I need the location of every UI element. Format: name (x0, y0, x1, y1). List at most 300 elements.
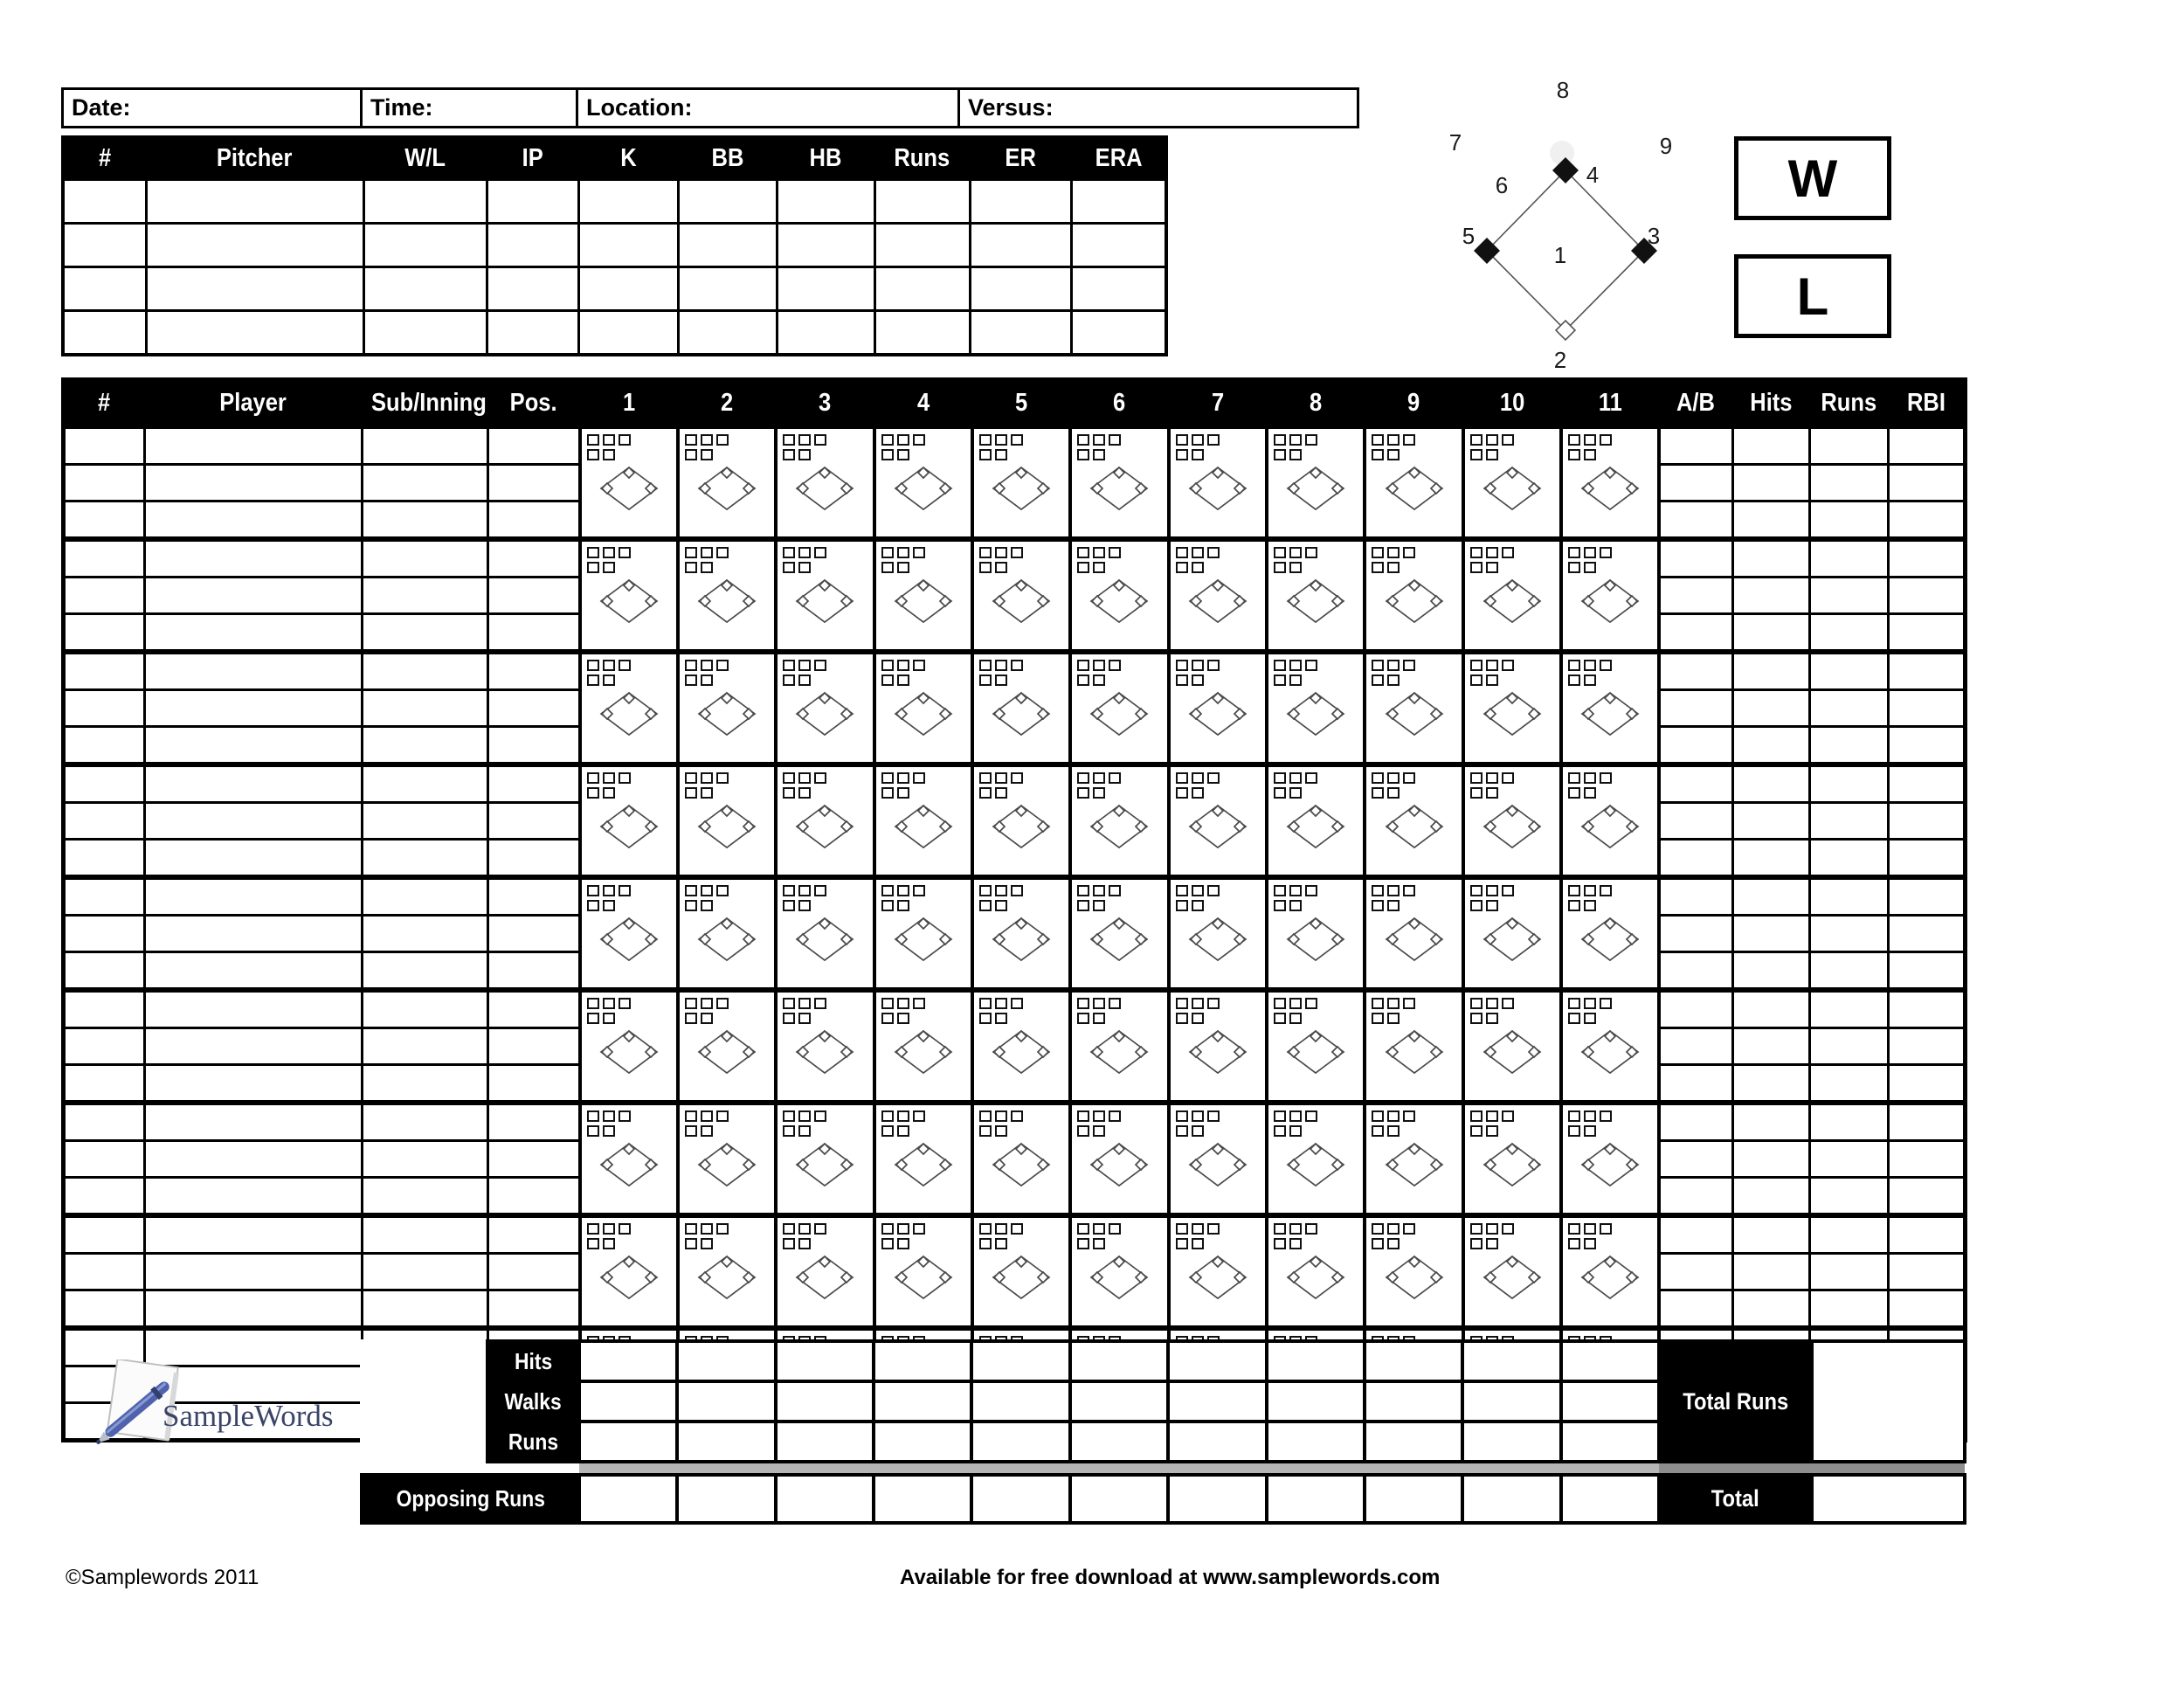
runs-cell[interactable] (1809, 877, 1888, 916)
pitch-box[interactable] (1584, 900, 1596, 911)
hits-cell[interactable] (1732, 1065, 1809, 1103)
pitch-box[interactable] (1207, 1110, 1220, 1122)
pitcher-runs-cell[interactable] (874, 180, 970, 224)
pitch-box[interactable] (1289, 660, 1302, 671)
pitch-box[interactable] (1274, 787, 1286, 799)
pitch-box[interactable] (1486, 900, 1498, 911)
rbi-cell[interactable] (1888, 426, 1965, 465)
position-cell[interactable] (488, 1254, 580, 1290)
pitcher-number-cell[interactable] (63, 180, 146, 224)
pitch-box[interactable] (881, 1013, 894, 1024)
pitch-box[interactable] (685, 772, 697, 784)
rbi-cell[interactable] (1888, 465, 1965, 502)
pitch-box[interactable] (603, 1238, 615, 1249)
player-number-cell[interactable] (64, 727, 145, 765)
rbi-cell[interactable] (1888, 1215, 1965, 1254)
total-value-cell[interactable] (1812, 1475, 1965, 1523)
inning-4-cell[interactable] (874, 764, 972, 877)
pitch-box[interactable] (1207, 1223, 1220, 1235)
opposing-runs-inning-7-cell[interactable] (1168, 1475, 1266, 1523)
inning-4-cell[interactable] (874, 426, 972, 539)
pitch-box[interactable] (1289, 787, 1302, 799)
pitch-box[interactable] (1207, 998, 1220, 1009)
inning-10-cell[interactable] (1463, 764, 1561, 877)
position-cell[interactable] (488, 539, 580, 578)
inning-10-cell[interactable] (1463, 1103, 1561, 1215)
pitch-box[interactable] (1387, 787, 1400, 799)
runs-cell[interactable] (1809, 1103, 1888, 1141)
pitch-box[interactable] (881, 1223, 894, 1235)
sub-inning-cell[interactable] (363, 578, 488, 614)
pitch-box[interactable] (897, 449, 909, 460)
hits-cell[interactable] (1732, 727, 1809, 765)
player-number-cell[interactable] (64, 877, 145, 916)
at-bat-cell[interactable] (1659, 990, 1732, 1028)
pitch-box[interactable] (783, 787, 795, 799)
pitch-box[interactable] (1093, 1110, 1105, 1122)
rbi-cell[interactable] (1888, 502, 1965, 540)
pitch-box[interactable] (995, 1110, 1007, 1122)
pitch-box[interactable] (1403, 434, 1415, 446)
summary-walks-inning-6-cell[interactable] (1070, 1381, 1168, 1422)
pitch-box[interactable] (685, 547, 697, 558)
hits-cell[interactable] (1732, 1178, 1809, 1216)
pitch-box[interactable] (685, 660, 697, 671)
pitch-box[interactable] (1109, 1223, 1121, 1235)
pitcher-number-cell[interactable] (63, 267, 146, 311)
pitch-box[interactable] (1192, 1223, 1204, 1235)
inning-11-cell[interactable] (1561, 652, 1659, 764)
position-cell[interactable] (488, 1290, 580, 1329)
pitch-box[interactable] (1584, 1110, 1596, 1122)
pitch-box[interactable] (798, 660, 811, 671)
pitch-box[interactable] (1568, 900, 1580, 911)
pitch-box[interactable] (1176, 885, 1188, 896)
pitch-box[interactable] (603, 434, 615, 446)
inning-1-cell[interactable] (580, 764, 678, 877)
pitch-box[interactable] (1470, 562, 1482, 573)
pitch-box[interactable] (1502, 660, 1514, 671)
player-number-cell[interactable] (64, 1290, 145, 1329)
pitch-box[interactable] (587, 772, 599, 784)
pitch-box[interactable] (814, 660, 826, 671)
pitch-box[interactable] (1372, 562, 1384, 573)
inning-8-cell[interactable] (1267, 764, 1365, 877)
runs-cell[interactable] (1809, 916, 1888, 952)
hits-cell[interactable] (1732, 1103, 1809, 1141)
pitch-box[interactable] (1192, 1110, 1204, 1122)
rbi-cell[interactable] (1888, 764, 1965, 803)
pitch-box[interactable] (995, 434, 1007, 446)
pitch-box[interactable] (1289, 547, 1302, 558)
pitch-box[interactable] (685, 998, 697, 1009)
summary-runs-inning-7-cell[interactable] (1168, 1422, 1266, 1462)
pitch-box[interactable] (979, 660, 992, 671)
rbi-cell[interactable] (1888, 952, 1965, 991)
pitch-box[interactable] (783, 900, 795, 911)
pitch-box[interactable] (1403, 660, 1415, 671)
pitcher-name-cell[interactable] (146, 311, 363, 356)
summary-runs-inning-6-cell[interactable] (1070, 1422, 1168, 1462)
runs-cell[interactable] (1809, 1290, 1888, 1329)
pitcher-hb-cell[interactable] (777, 267, 874, 311)
pitch-box[interactable] (1077, 1125, 1089, 1137)
rbi-cell[interactable] (1888, 652, 1965, 690)
pitch-box[interactable] (603, 562, 615, 573)
win-box[interactable] (1734, 136, 1891, 220)
pitch-box[interactable] (1093, 449, 1105, 460)
pitch-box[interactable] (783, 660, 795, 671)
inning-5-cell[interactable] (972, 764, 1070, 877)
player-name-cell[interactable] (145, 1178, 363, 1216)
inning-6-cell[interactable] (1070, 1215, 1168, 1328)
pitch-box[interactable] (1305, 998, 1317, 1009)
pitch-box[interactable] (1289, 885, 1302, 896)
pitch-box[interactable] (1584, 675, 1596, 686)
pitch-box[interactable] (1274, 1223, 1286, 1235)
player-name-cell[interactable] (145, 578, 363, 614)
pitch-box[interactable] (1077, 1238, 1089, 1249)
pitch-box[interactable] (1584, 885, 1596, 896)
player-number-cell[interactable] (64, 1028, 145, 1065)
rbi-cell[interactable] (1888, 803, 1965, 840)
pitcher-ip-cell[interactable] (487, 180, 578, 224)
pitch-box[interactable] (1176, 1013, 1188, 1024)
pitch-box[interactable] (1274, 547, 1286, 558)
pitch-box[interactable] (881, 675, 894, 686)
pitch-box[interactable] (1486, 787, 1498, 799)
pitch-box[interactable] (1093, 1013, 1105, 1024)
pitch-box[interactable] (1600, 1110, 1612, 1122)
game-info-location-field[interactable] (576, 87, 960, 128)
pitch-box[interactable] (701, 1223, 713, 1235)
pitch-box[interactable] (1584, 1238, 1596, 1249)
pitch-box[interactable] (783, 1223, 795, 1235)
pitch-box[interactable] (1470, 787, 1482, 799)
game-info-date-field[interactable] (61, 87, 363, 128)
pitch-box[interactable] (1289, 562, 1302, 573)
pitch-box[interactable] (1486, 675, 1498, 686)
pitch-box[interactable] (1077, 434, 1089, 446)
pitch-box[interactable] (1387, 900, 1400, 911)
sub-inning-cell[interactable] (363, 952, 488, 991)
pitch-box[interactable] (783, 998, 795, 1009)
rbi-cell[interactable] (1888, 840, 1965, 878)
pitch-box[interactable] (897, 1125, 909, 1137)
pitch-box[interactable] (783, 675, 795, 686)
pitch-box[interactable] (1568, 675, 1580, 686)
inning-5-cell[interactable] (972, 1103, 1070, 1215)
pitcher-hb-cell[interactable] (777, 180, 874, 224)
pitch-box[interactable] (1109, 547, 1121, 558)
pitcher-era-cell[interactable] (1071, 224, 1166, 267)
pitch-box[interactable] (1077, 900, 1089, 911)
pitch-box[interactable] (1274, 772, 1286, 784)
summary-hits-inning-11-cell[interactable] (1561, 1341, 1659, 1381)
pitch-box[interactable] (897, 547, 909, 558)
pitch-box[interactable] (881, 1110, 894, 1122)
pitch-box[interactable] (979, 1238, 992, 1249)
pitcher-name-cell[interactable] (146, 180, 363, 224)
inning-6-cell[interactable] (1070, 1103, 1168, 1215)
opposing-runs-inning-11-cell[interactable] (1561, 1475, 1659, 1523)
pitch-box[interactable] (1470, 1110, 1482, 1122)
runs-cell[interactable] (1809, 690, 1888, 727)
pitch-box[interactable] (1289, 772, 1302, 784)
pitch-box[interactable] (1486, 660, 1498, 671)
pitch-box[interactable] (1568, 1238, 1580, 1249)
game-info-versus-field[interactable] (957, 87, 1359, 128)
pitch-box[interactable] (1584, 449, 1596, 460)
pitch-box[interactable] (1011, 772, 1023, 784)
hits-cell[interactable] (1732, 578, 1809, 614)
pitch-box[interactable] (1568, 434, 1580, 446)
inning-5-cell[interactable] (972, 1215, 1070, 1328)
pitch-box[interactable] (587, 1223, 599, 1235)
pitcher-era-cell[interactable] (1071, 180, 1166, 224)
pitch-box[interactable] (1192, 675, 1204, 686)
summary-walks-inning-11-cell[interactable] (1561, 1381, 1659, 1422)
sub-inning-cell[interactable] (363, 539, 488, 578)
pitch-box[interactable] (1584, 1013, 1596, 1024)
pitcher-runs-cell[interactable] (874, 267, 970, 311)
summary-hits-inning-6-cell[interactable] (1070, 1341, 1168, 1381)
pitcher-wl-cell[interactable] (363, 311, 487, 356)
inning-5-cell[interactable] (972, 652, 1070, 764)
summary-hits-inning-1-cell[interactable] (579, 1341, 677, 1381)
pitcher-er-cell[interactable] (970, 224, 1071, 267)
player-name-cell[interactable] (145, 952, 363, 991)
pitch-box[interactable] (1077, 675, 1089, 686)
summary-runs-inning-1-cell[interactable] (579, 1422, 677, 1462)
runs-cell[interactable] (1809, 840, 1888, 878)
pitch-box[interactable] (1403, 547, 1415, 558)
at-bat-cell[interactable] (1659, 1028, 1732, 1065)
sub-inning-cell[interactable] (363, 803, 488, 840)
pitcher-bb-cell[interactable] (678, 180, 777, 224)
position-cell[interactable] (488, 1215, 580, 1254)
inning-10-cell[interactable] (1463, 652, 1561, 764)
pitch-box[interactable] (913, 1223, 925, 1235)
position-cell[interactable] (488, 465, 580, 502)
pitch-box[interactable] (587, 885, 599, 896)
pitch-box[interactable] (897, 675, 909, 686)
at-bat-cell[interactable] (1659, 502, 1732, 540)
inning-11-cell[interactable] (1561, 1103, 1659, 1215)
inning-10-cell[interactable] (1463, 990, 1561, 1103)
pitch-box[interactable] (897, 787, 909, 799)
inning-11-cell[interactable] (1561, 877, 1659, 990)
pitch-box[interactable] (995, 772, 1007, 784)
pitch-box[interactable] (798, 547, 811, 558)
pitch-box[interactable] (587, 998, 599, 1009)
player-name-cell[interactable] (145, 1103, 363, 1141)
player-name-cell[interactable] (145, 1028, 363, 1065)
sub-inning-cell[interactable] (363, 502, 488, 540)
pitcher-number-cell[interactable] (63, 224, 146, 267)
pitch-box[interactable] (701, 772, 713, 784)
rbi-cell[interactable] (1888, 1028, 1965, 1065)
pitch-box[interactable] (1093, 1125, 1105, 1137)
inning-1-cell[interactable] (580, 539, 678, 652)
pitch-box[interactable] (1372, 449, 1384, 460)
pitch-box[interactable] (1584, 998, 1596, 1009)
inning-9-cell[interactable] (1365, 990, 1462, 1103)
opposing-runs-inning-1-cell[interactable] (579, 1475, 677, 1523)
pitch-box[interactable] (619, 434, 631, 446)
pitch-box[interactable] (587, 1110, 599, 1122)
player-name-cell[interactable] (145, 1215, 363, 1254)
inning-6-cell[interactable] (1070, 652, 1168, 764)
summary-walks-inning-10-cell[interactable] (1462, 1381, 1560, 1422)
hits-cell[interactable] (1732, 652, 1809, 690)
inning-9-cell[interactable] (1365, 426, 1462, 539)
pitch-box[interactable] (1305, 1110, 1317, 1122)
runs-cell[interactable] (1809, 502, 1888, 540)
pitch-box[interactable] (1568, 547, 1580, 558)
pitch-box[interactable] (1584, 772, 1596, 784)
pitcher-er-cell[interactable] (970, 267, 1071, 311)
pitch-box[interactable] (1109, 772, 1121, 784)
pitch-box[interactable] (1568, 1125, 1580, 1137)
position-cell[interactable] (488, 727, 580, 765)
hits-cell[interactable] (1732, 990, 1809, 1028)
position-cell[interactable] (488, 952, 580, 991)
pitch-box[interactable] (798, 675, 811, 686)
pitch-box[interactable] (1600, 434, 1612, 446)
pitch-box[interactable] (1387, 998, 1400, 1009)
inning-9-cell[interactable] (1365, 877, 1462, 990)
position-cell[interactable] (488, 614, 580, 653)
pitcher-k-cell[interactable] (578, 267, 678, 311)
summary-hits-inning-3-cell[interactable] (776, 1341, 874, 1381)
pitch-box[interactable] (619, 772, 631, 784)
pitch-box[interactable] (1372, 547, 1384, 558)
pitch-box[interactable] (1176, 1223, 1188, 1235)
pitch-box[interactable] (1077, 1013, 1089, 1024)
sub-inning-cell[interactable] (363, 1141, 488, 1178)
pitch-box[interactable] (798, 787, 811, 799)
summary-walks-inning-3-cell[interactable] (776, 1381, 874, 1422)
pitch-box[interactable] (1372, 1238, 1384, 1249)
position-cell[interactable] (488, 877, 580, 916)
player-number-cell[interactable] (64, 1178, 145, 1216)
inning-7-cell[interactable] (1169, 1215, 1267, 1328)
pitch-box[interactable] (783, 1125, 795, 1137)
pitch-box[interactable] (685, 1110, 697, 1122)
pitch-box[interactable] (619, 885, 631, 896)
pitch-box[interactable] (881, 1238, 894, 1249)
pitch-box[interactable] (1077, 1223, 1089, 1235)
inning-6-cell[interactable] (1070, 990, 1168, 1103)
inning-9-cell[interactable] (1365, 1103, 1462, 1215)
pitch-box[interactable] (1192, 1238, 1204, 1249)
pitch-box[interactable] (1077, 562, 1089, 573)
hits-cell[interactable] (1732, 1215, 1809, 1254)
pitch-box[interactable] (1305, 434, 1317, 446)
position-cell[interactable] (488, 1103, 580, 1141)
pitch-box[interactable] (897, 562, 909, 573)
pitch-box[interactable] (979, 772, 992, 784)
pitch-box[interactable] (1470, 885, 1482, 896)
rbi-cell[interactable] (1888, 578, 1965, 614)
opposing-runs-inning-8-cell[interactable] (1267, 1475, 1365, 1523)
pitch-box[interactable] (685, 900, 697, 911)
summary-runs-inning-10-cell[interactable] (1462, 1422, 1560, 1462)
pitch-box[interactable] (1176, 1110, 1188, 1122)
pitch-box[interactable] (716, 885, 729, 896)
sub-inning-cell[interactable] (363, 465, 488, 502)
pitch-box[interactable] (1568, 562, 1580, 573)
player-number-cell[interactable] (64, 502, 145, 540)
inning-4-cell[interactable] (874, 877, 972, 990)
at-bat-cell[interactable] (1659, 1178, 1732, 1216)
pitch-box[interactable] (814, 547, 826, 558)
pitch-box[interactable] (1403, 998, 1415, 1009)
pitch-box[interactable] (1584, 787, 1596, 799)
inning-6-cell[interactable] (1070, 877, 1168, 990)
pitch-box[interactable] (881, 772, 894, 784)
pitch-box[interactable] (1486, 449, 1498, 460)
inning-7-cell[interactable] (1169, 764, 1267, 877)
pitch-box[interactable] (587, 562, 599, 573)
pitch-box[interactable] (1486, 562, 1498, 573)
position-cell[interactable] (488, 1065, 580, 1103)
inning-9-cell[interactable] (1365, 539, 1462, 652)
at-bat-cell[interactable] (1659, 1290, 1732, 1329)
pitch-box[interactable] (783, 547, 795, 558)
pitcher-bb-cell[interactable] (678, 267, 777, 311)
pitch-box[interactable] (701, 562, 713, 573)
pitch-box[interactable] (1077, 1110, 1089, 1122)
player-number-cell[interactable] (64, 916, 145, 952)
inning-3-cell[interactable] (776, 652, 874, 764)
position-cell[interactable] (488, 1141, 580, 1178)
pitch-box[interactable] (1274, 675, 1286, 686)
pitch-box[interactable] (1192, 660, 1204, 671)
runs-cell[interactable] (1809, 1215, 1888, 1254)
opposing-runs-inning-5-cell[interactable] (971, 1475, 1069, 1523)
pitch-box[interactable] (1274, 885, 1286, 896)
pitch-box[interactable] (1584, 562, 1596, 573)
pitch-box[interactable] (1568, 449, 1580, 460)
pitch-box[interactable] (1093, 787, 1105, 799)
inning-10-cell[interactable] (1463, 426, 1561, 539)
pitch-box[interactable] (995, 1013, 1007, 1024)
pitch-box[interactable] (1192, 1125, 1204, 1137)
inning-9-cell[interactable] (1365, 1215, 1462, 1328)
player-number-cell[interactable] (64, 990, 145, 1028)
pitch-box[interactable] (1372, 772, 1384, 784)
at-bat-cell[interactable] (1659, 614, 1732, 653)
inning-1-cell[interactable] (580, 426, 678, 539)
pitch-box[interactable] (1192, 562, 1204, 573)
player-number-cell[interactable] (64, 952, 145, 991)
pitch-box[interactable] (1011, 547, 1023, 558)
opposing-runs-inning-9-cell[interactable] (1365, 1475, 1462, 1523)
pitch-box[interactable] (1289, 1223, 1302, 1235)
pitch-box[interactable] (1372, 660, 1384, 671)
pitch-box[interactable] (897, 772, 909, 784)
rbi-cell[interactable] (1888, 690, 1965, 727)
pitch-box[interactable] (685, 675, 697, 686)
hits-cell[interactable] (1732, 1290, 1809, 1329)
pitch-box[interactable] (798, 998, 811, 1009)
pitcher-era-cell[interactable] (1071, 267, 1166, 311)
at-bat-cell[interactable] (1659, 652, 1732, 690)
runs-cell[interactable] (1809, 539, 1888, 578)
pitch-box[interactable] (1093, 547, 1105, 558)
